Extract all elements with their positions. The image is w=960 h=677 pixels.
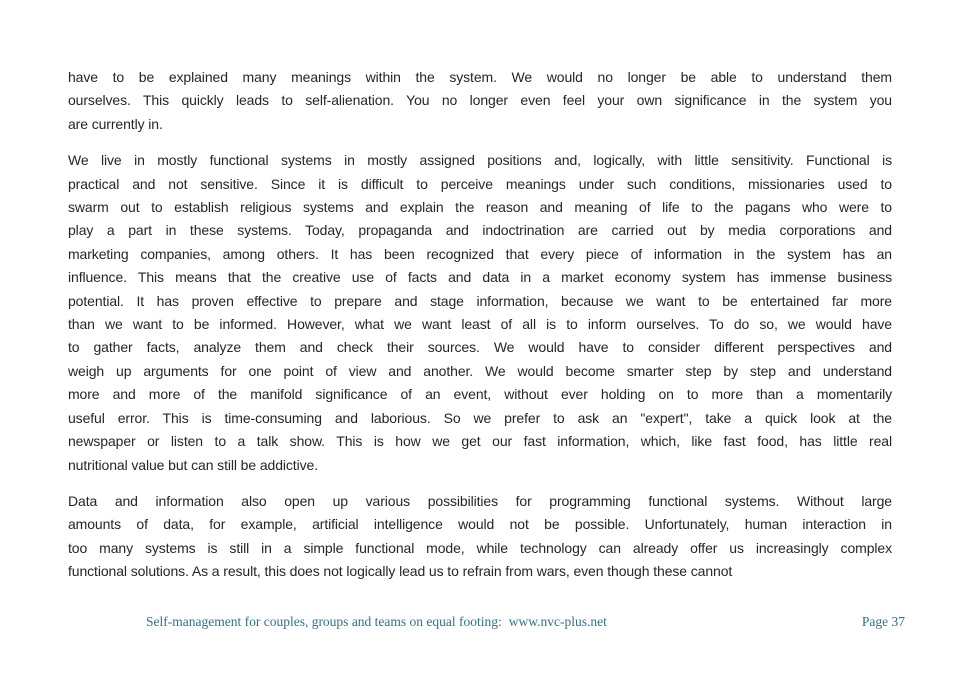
text-line: marketing companies, among others. It has been recognized that every piece of information in the system has an — [68, 245, 892, 262]
text-line: influence. This means that the creative use of facts and data in a market economy system has immense business — [68, 269, 892, 286]
text-line: We live in mostly functional systems in mostly assigned positions and, logically, with little sensitivity. Functional is — [68, 152, 892, 169]
text-line: potential. It has proven effective to prepare and stage information, because we want to be entertained far more — [68, 292, 892, 309]
paragraph — [68, 149, 892, 477]
footer-url[interactable]: www.nvc-plus.net — [508, 614, 607, 629]
text-line: than we want to be informed. However, what we want least of all is to inform ourselves. To do so, we would have — [68, 316, 892, 333]
text-line: have to be explained many meanings within the system. We would no longer be able to understand them — [68, 69, 892, 85]
page-number: Page 37 — [861, 614, 905, 629]
text-line: newspaper or listen to a talk show. This is how we get our fast information, which, like fast food, has little real — [68, 433, 892, 450]
text-line: to gather facts, analyze them and check their sources. We would have to consider different perspectives and — [68, 339, 892, 356]
text-line: ourselves. This quickly leads to self-alienation. You no longer even feel your own significance in the system you — [68, 92, 892, 109]
page-body-text — [68, 66, 892, 597]
text-line: are currently in. — [68, 115, 163, 132]
footer-tagline-group — [146, 614, 607, 630]
text-line: amounts of data, for example, artificial intelligence would not be possible. Unfortunately, human interaction in — [68, 516, 892, 533]
text-line: more and more of the manifold significance of an event, without ever holding on to more than a momentarily — [68, 386, 892, 403]
page-footer — [0, 614, 960, 638]
text-line: too many systems is still in a simple functional mode, while technology can already offer us increasingly complex — [68, 539, 892, 556]
paragraph — [68, 490, 892, 584]
paragraph — [68, 66, 892, 136]
text-line: nutritional value but can still be addictive. — [68, 456, 318, 473]
text-line: play a part in these systems. Today, propaganda and indoctrination are carried out by media corporations and — [68, 222, 892, 239]
text-line: swarm out to establish religious systems and explain the reason and meaning of life to the pagans who were to — [68, 199, 892, 216]
footer-tagline: Self-management for couples, groups and teams on equal footing: — [146, 614, 502, 629]
text-line: practical and not sensitive. Since it is difficult to perceive meanings under such conditions, missionaries used to — [68, 175, 892, 192]
text-line: weigh up arguments for one point of view and another. We would become smarter step by step and understand — [68, 362, 892, 379]
text-line: useful error. This is time-consuming and laborious. So we prefer to ask an "expert", take a quick look at the — [68, 409, 892, 426]
text-line: functional solutions. As a result, this does not logically lead us to refrain from wars, even though these cannot — [68, 563, 733, 580]
text-line: Data and information also open up various possibilities for programming functional systems. Without large — [68, 492, 892, 509]
